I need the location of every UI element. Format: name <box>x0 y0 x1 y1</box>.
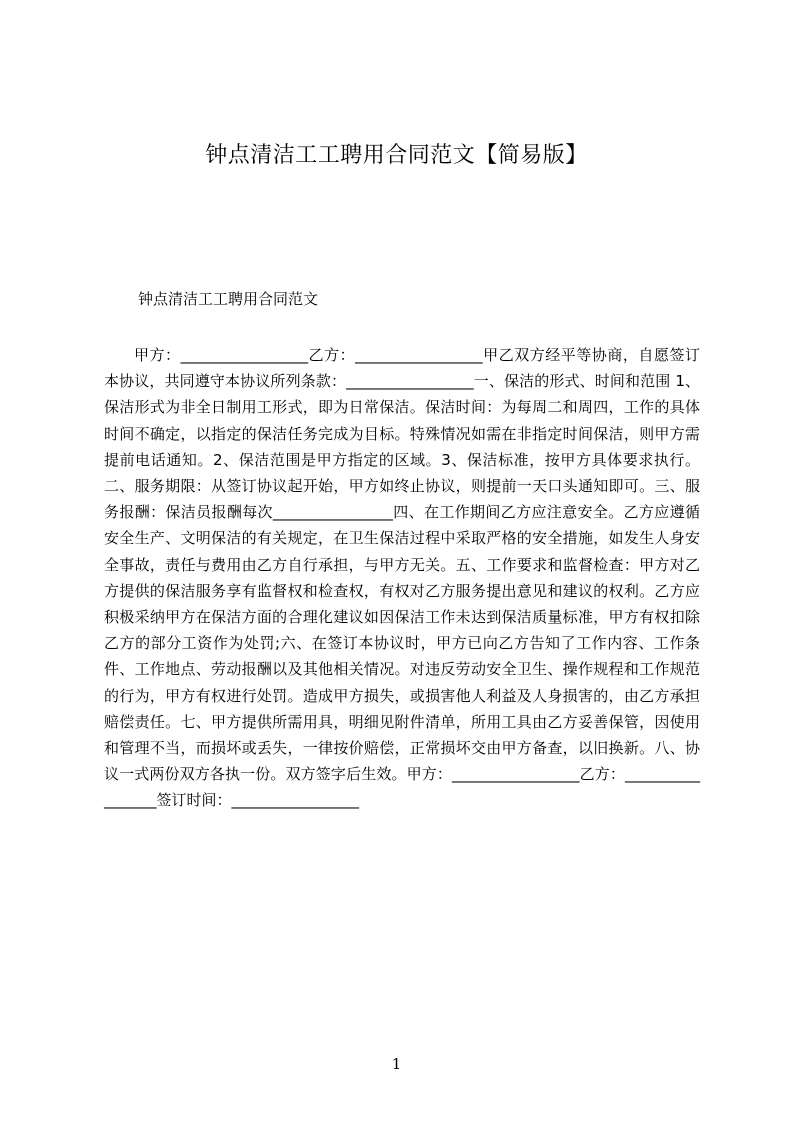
page-number: 1 <box>391 1055 402 1073</box>
document-title: 钟点清洁工工聘用合同范文【简易版】 <box>205 143 588 168</box>
document-subtitle: 钟点清洁工工聘用合同范文 <box>138 290 319 308</box>
contract-body-paragraph: 甲方：_________________乙方：_________________甲乙双方经平等协商，自愿签订本协议，共同遵守本协议所列条款：_________________一、保洁的形式、时间和范围 1、保洁形式为非全日制用工形式，即为日常保洁。保洁时间：为每周二和周四，工作的具体时间不确定，以指定的保洁任务完成为目标。特殊情况如需在非指定时间保洁，则甲方需提前电话通知。2、保洁范围是甲方指定的区域。3、保洁标准，按甲方具体要求执行。二、服务期限：从签订协议起开始，甲方如终止协议，则提前一天口头通知即可。三、服务报酬：保洁员报酬每次________________四、在工作期间乙方应注意安全。乙方应遵循安全生产、文明保洁的有关规定，在卫生保洁过程中采取严格的安全措施，如发生人身安全事故，责任与费用由乙方自行承担，与甲方无关。五、工作要求和监督检查：甲方对乙方提供的保洁服务享有监督权和检查权，有权对乙方服务提出意见和建议的权利。乙方应积极采纳甲方在保洁方面的合理化建议如因保洁工作未达到保洁质量标准，甲方有权扣除乙方的部分工资作为处罚;六、在签订本协议时，甲方已向乙方告知了工作内容、工作条件、工作地点、劳动报酬以及其他相关情况。对违反劳动安全卫生、操作规程和工作规范的行为，甲方有权进行处罚。造成甲方损失，或损害他人利益及人身损害的，由乙方承担赔偿责任。七、甲方提供所需用具，明细见附件清单，所用工具由乙方妥善保管，因使用和管理不当，而损坏或丢失，一律按价赔偿，正常损坏交由甲方备查，以旧换新。八、协议一式两份双方各执一份。双方签字后生效。甲方：_________________乙方：_________________签订时间：_________________ <box>104 346 700 810</box>
